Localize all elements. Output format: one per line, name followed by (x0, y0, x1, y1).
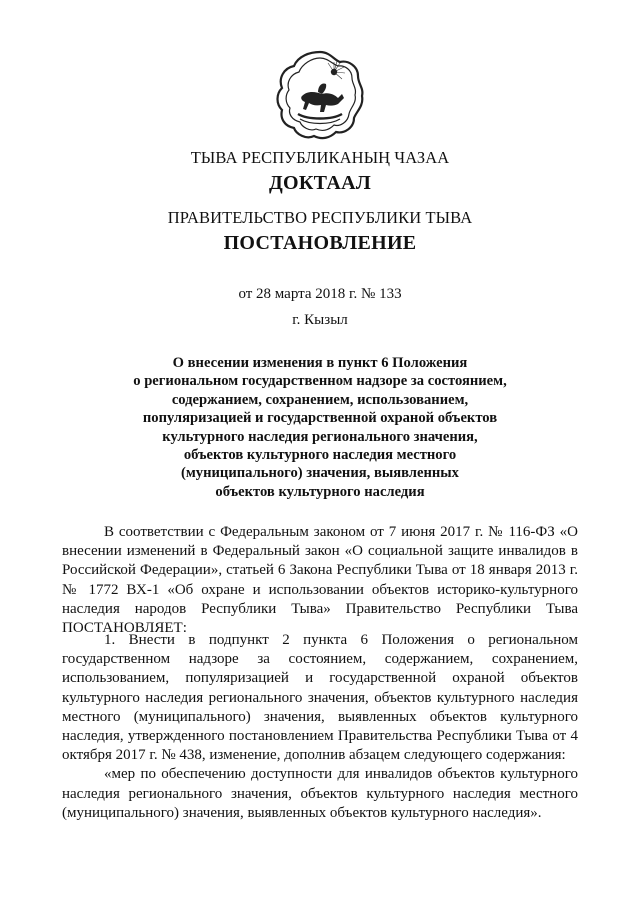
title-line: (муниципального) значения, выявленных (181, 465, 459, 482)
title-line: объектов культурного наследия местного (183, 447, 457, 464)
title-line: культурного наследия регионального значения, (162, 428, 478, 445)
preamble-paragraph: В соответствии с Федеральным законом от 7 июня 2017 г. № 116-ФЗ «О внесении изменений в Федеральный закон «О социальной защите инвалидов в Российской Федерации», статьей 6 Закона Республики Тыва от 18 января 2013 г. № 1772 ВХ-1 «Об охране и использовании объектов историко-культурного наследия народов Республики Тыва» Правительство Республики Тыва ПОСТАНОВЛЯЕТ: (62, 524, 578, 637)
document-title (100, 354, 540, 501)
russian-government-name: ПРАВИТЕЛЬСТВО РЕСПУБЛИКИ ТЫВА (167, 208, 473, 227)
title-line: о региональном государственном надзоре за состоянием, (133, 373, 507, 390)
document-place: г. Кызыл (292, 312, 348, 328)
item-1-paragraph: 1. Внести в подпункт 2 пункта 6 Положения о региональном государственном надзоре за состоянием, содержанием, сохранением, использованием, популяризацией и государственной охраной объектов культурного наследия регионального значения, объектов культурного наследия местного (муниципального) значения, выявленных объектов культурного наследия, утвержденного постановлением Правительства Республики Тыва от 4 октября 2017 г. № 438, изменение, дополнив абзацем следующего содержания: (62, 632, 578, 764)
russian-document-type: ПОСТАНОВЛЕНИЕ (223, 232, 417, 254)
document-date-number: от 28 марта 2018 г. № 133 (238, 286, 402, 302)
emblem-of-tuva-icon (274, 48, 366, 140)
tuvan-document-type: ДОКТААЛ (268, 172, 372, 194)
title-line: объектов культурного наследия (215, 483, 425, 500)
body-preamble (62, 523, 578, 638)
body-item-1 (62, 631, 578, 823)
quoted-addition-paragraph: «мер по обеспечению доступности для инвалидов объектов культурного наследия регионального значения, объектов культурного наследия местного (муниципального) значения, выявленных объектов культурного наследия». (62, 766, 578, 821)
title-line: популяризацией и государственной охраной объектов (142, 410, 498, 427)
title-line: О внесении изменения в пункт 6 Положения (172, 355, 468, 371)
tuvan-government-name: ТЫВА РЕСПУБЛИКАНЫҢ ЧАЗАА (190, 148, 450, 167)
title-line: содержанием, сохранением, использованием, (171, 391, 469, 408)
